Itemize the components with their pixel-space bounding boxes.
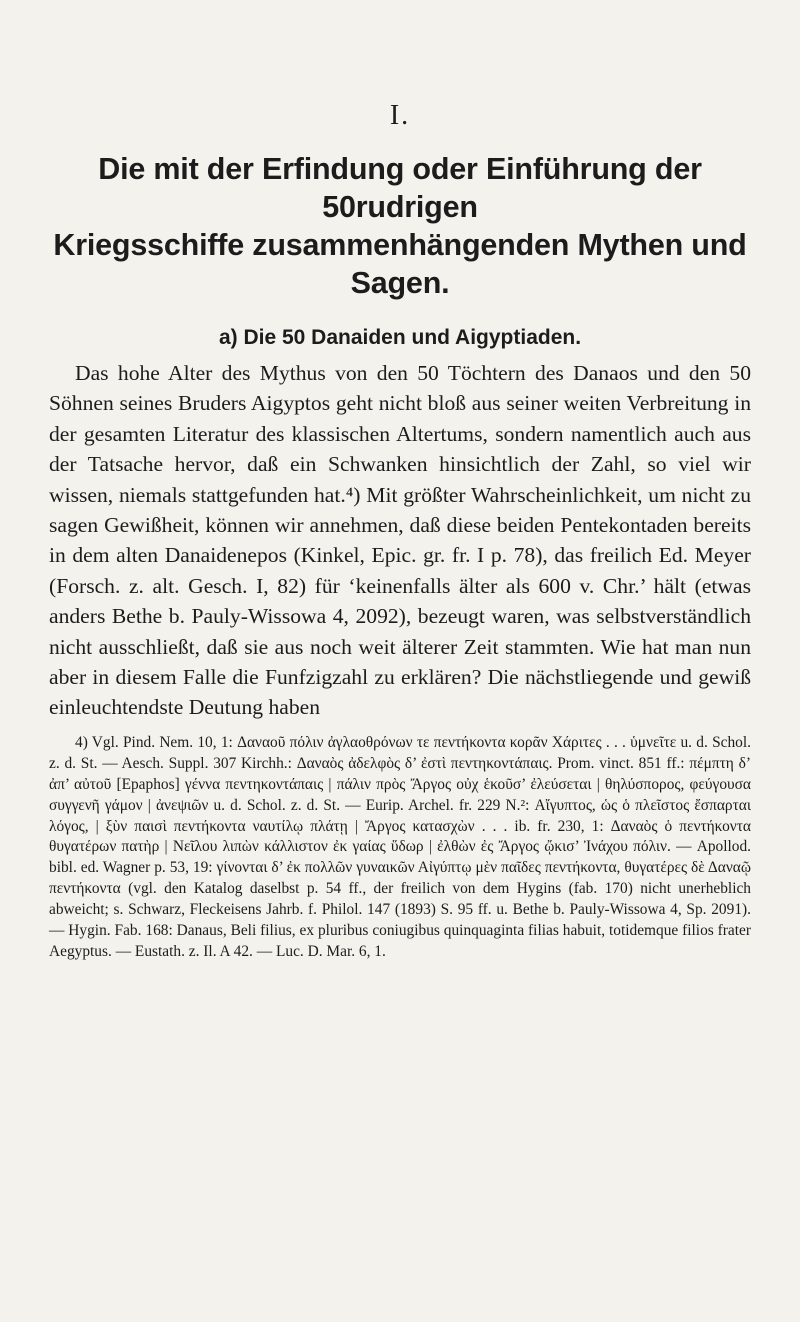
chapter-title-line-1: Die mit der Erfindung oder Einführung der 50rudrigen [98, 152, 702, 224]
footnote: 4) Vgl. Pind. Nem. 10, 1: Δαναοῦ πόλιν ἀγλαοθρόνων τε πεντήκοντα κορᾶν Χάριτες . . . ὑμνεῖτε u. d. Schol. z. d. St. — Aesch. Suppl. 307 Kirchh.: Δαναὸς ἀδελφὸς δ’ ἐστὶ πεντηκοντάπαις. Prom. vinct. 851 ff.: πέμπτη δ’ ἀπ’ αὐτοῦ [Epaphos] γέννα πεντηκοντάπαις | πάλιν πρὸς Ἄργος οὐχ ἑκοῦσ’ ἐλεύσεται | θηλύσπορος, φεύγουσα συγγενῆ γάμον | ἀνεψιῶν u. d. Schol. z. d. St. — Eurip. Archel. fr. 229 N.²: Αἴγυπτος, ὡς ὁ πλεῖστος ἔσπαρται λόγος, | ξὺν παισὶ πεντήκοντα ναυτίλῳ πλάτῃ | Ἄργος κατασχὼν . . . ib. fr. 230, 1: Δαναὸς ὁ πεντήκοντα θυγατέρων πατὴρ | Νεῖλου λιπὼν κάλλιστον ἐκ γαίας ὕδωρ | ἐλθὼν ἐς Ἄργος ᾤκισ’ Ἰνάχου πόλιν. — Apollod. bibl. ed. Wagner p. 53, 19: γίνονται δ’ ἐκ πολλῶν γυναικῶν Αἰγύπτῳ μὲν παῖδες πεντήκοντα, θυγατέρες δὲ Δαναῷ πεντήκοντα (vgl. den Katalog daselbst p. 54 ff., der freilich von dem Hygins (fab. 170) nicht unerheblich abweicht; s. Schwarz, Fleckeisens Jahrb. f. Philol. 147 (1893) S. 95 ff. u. Bethe b. Pauly-Wissowa 4, Sp. 2091). — Hygin. Fab. 168: Danaus, Beli filius, ex pluribus coniugibus quinquaginta filias habuit, totidemque filios frater Aegyptus. — Eustath. z. Il. A 42. — Luc. D. Mar. 6, 1. [49, 733, 751, 960]
body-paragraph: Das hohe Alter des Mythus von den 50 Töchtern des Danaos und den 50 Söhnen seines Bruders Aigyptos geht nicht bloß aus seiner weiten Verbreitung in der gesamten Literatur des klassischen Altertums, sondern namentlich auch aus der Tatsache hervor, daß ein Schwanken hinsichtlich der Zahl, so viel wir wissen, niemals stattgefunden hat.⁴) Mit größter Wahrscheinlichkeit, um nicht zu sagen Gewißheit, können wir annehmen, daß diese beiden Pentekontaden bereits in dem alten Danaidenepos (Kinkel, Epic. gr. fr. I p. 78), das freilich Ed. Meyer (Forsch. z. alt. Gesch. I, 82) für ‘keinenfalls älter als 600 v. Chr.’ hält (etwas anders Bethe b. Pauly-Wissowa 4, 2092), bezeugt waren, was selbstverständlich nicht ausschließt, daß sie aus noch weit älterer Zeit stammten. Wie hat man nun aber in diesem Falle die Funfzigzahl zu erklären? Die nächstliegende und gewiß einleuchtendste Deutung haben [49, 361, 751, 720]
chapter-number: I. [389, 100, 411, 131]
body-text [49, 358, 751, 723]
chapter-title-line-2: Kriegsschiffe zusammenhängenden Mythen und Sagen. [53, 228, 747, 300]
section-heading: a) Die 50 Danaiden und Aigyptiaden. [218, 326, 582, 349]
chapter-title [49, 150, 751, 302]
